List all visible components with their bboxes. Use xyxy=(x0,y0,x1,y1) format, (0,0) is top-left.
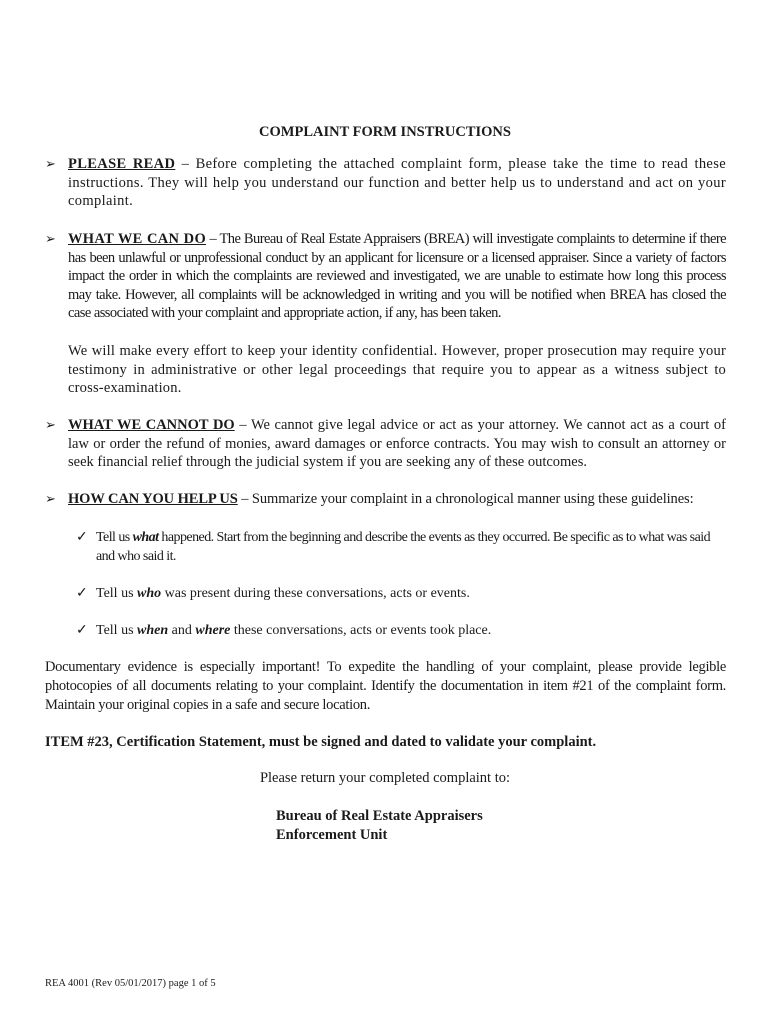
bullet-arrow-icon: ➢ xyxy=(45,417,56,432)
section-please-read xyxy=(68,155,726,211)
section-what-we-can-do xyxy=(68,230,726,323)
bullet-arrow-icon: ➢ xyxy=(45,156,56,171)
page-title: COMPLAINT FORM INSTRUCTIONS xyxy=(259,124,511,140)
certification-note: ITEM #23, Certification Statement, must be signed and dated to validate your complaint. xyxy=(45,734,597,750)
checklist-text: Tell us who was present during these conversations, acts or events. xyxy=(96,586,470,601)
bullet-arrow-icon: ➢ xyxy=(45,491,56,506)
return-instructions: Please return your completed complaint to: xyxy=(259,770,511,786)
section-what-we-cannot-do xyxy=(68,416,726,472)
section-text: – The Bureau of Real Estate Appraisers (BREA) will investigate complaints to determine if there has been unlawful or unprofessional conduct by an applicant for licensure or a licensed appraiser. Since a variety of factors impact the order in which the complaints are reviewed and investigated, we are unable to estimate how long this process may take. However, all complaints will be acknowledged in writing and you will be notified when BREA has closed the case associated with your complaint and appropriate action, if any, has been taken. xyxy=(68,231,726,322)
checkmark-icon: ✓ xyxy=(76,623,88,638)
bullet-arrow-icon: ➢ xyxy=(45,231,56,246)
section-heading: HOW CAN YOU HELP US xyxy=(68,491,238,507)
section-how-can-you-help xyxy=(68,490,726,509)
section-heading: PLEASE READ xyxy=(68,156,176,172)
section-heading: WHAT WE CAN DO xyxy=(68,231,207,247)
section-text: – We cannot give legal advice or act as your attorney. We cannot act as a court of law or order the refund of monies, award damages or enforce contracts. You may wish to consult an attorney or seek financial relief through the judicial system if you are seeking any of these outcomes. xyxy=(68,417,726,471)
checklist-text: Tell us what happened. Start from the beginning and describe the events as they occurred. Be specific as to what was said and who said it. xyxy=(96,530,711,564)
section-text: – Before completing the attached complaint form, please take the time to read these instructions. They will help you understand our function and better help us to understand and act on your complaint. xyxy=(68,156,726,210)
confidentiality-paragraph: We will make every effort to keep your identity confidential. However, proper prosecution may require your testimony in administrative or other legal proceedings that require you to appear as a witness subject to cross-examination. xyxy=(68,343,726,397)
checkmark-icon: ✓ xyxy=(76,586,88,601)
checkmark-icon: ✓ xyxy=(76,530,88,545)
section-heading: WHAT WE CANNOT DO xyxy=(68,417,235,433)
section-text: – Summarize your complaint in a chronological manner using these guidelines: xyxy=(237,491,694,507)
address-line-1: Bureau of Real Estate Appraisers xyxy=(276,808,483,824)
evidence-paragraph: Documentary evidence is especially important! To expedite the handling of your complaint, please provide legible photocopies of all documents relating to your complaint. Identify the documentation in item #21 of the complaint form. Maintain your original copies in a safe and secure location. xyxy=(45,659,726,713)
page-footer: REA 4001 (Rev 05/01/2017) page 1 of 5 xyxy=(45,978,216,989)
checklist-text: Tell us when and where these conversations, acts or events took place. xyxy=(96,623,492,638)
address-line-2: Enforcement Unit xyxy=(276,827,388,843)
